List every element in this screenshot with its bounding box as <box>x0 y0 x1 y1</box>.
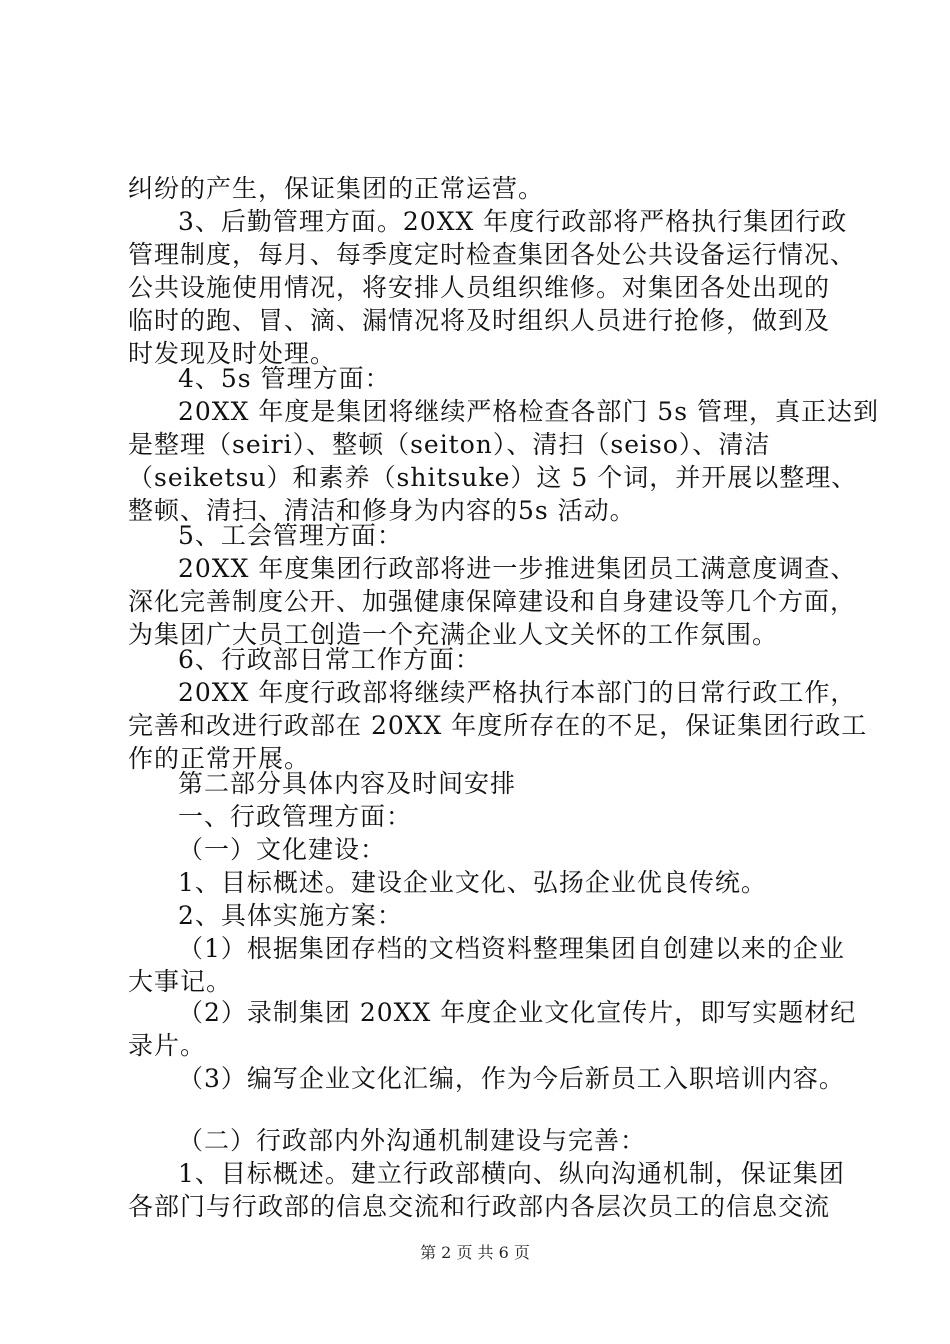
paragraph-line: 各部门与行政部的信息交流和行政部内各层次员工的信息交流 <box>128 1192 831 1221</box>
page-footer: 第 2 页 共 6 页 <box>420 1243 530 1262</box>
paragraph-line: 20XX 年度集团行政部将进一步推进集团员工满意度调查、 <box>178 554 857 583</box>
list-item-line: （1）根据集团存档的文档资料整理集团自创建以来的企业 <box>178 934 845 963</box>
paragraph-line: 1、目标概述。建设企业文化、弘扬企业优良传统。 <box>178 868 767 897</box>
section-heading: 6、行政部日常工作方面： <box>178 645 481 674</box>
paragraph-line: （seiketsu）和素养（shitsuke）这 5 个词，并开展以整理、 <box>128 463 858 492</box>
subsection-heading: （二）行政部内外沟通机制建设与完善： <box>178 1126 647 1155</box>
paragraph-line: 是整理（seiri）、整顿（seiton）、清扫（seiso）、清洁 <box>128 430 771 459</box>
list-item-line: （2）录制集团 20XX 年度企业文化宣传片，即写实题材纪 <box>178 998 857 1027</box>
paragraph-line: 临时的跑、冒、滴、漏情况将及时组织人员进行抢修，做到及 <box>128 306 831 335</box>
paragraph-line: 2、具体实施方案： <box>178 901 403 930</box>
section-heading: 4、5s 管理方面： <box>178 364 391 393</box>
list-item-line: 录片。 <box>128 1031 207 1060</box>
part-heading: 第二部分具体内容及时间安排 <box>178 769 517 798</box>
paragraph-line: 20XX 年度是集团将继续严格检查各部门 5s 管理，真正达到 <box>178 397 879 426</box>
paragraph-line: 管理制度，每月、每季度定时检查集团各处公共设备运行情况、 <box>128 240 857 269</box>
paragraph-line: 整顿、清扫、清洁和修身为内容的5s 活动。 <box>128 496 636 525</box>
section-heading: 一、行政管理方面： <box>178 802 413 831</box>
subsection-heading: （一）文化建设： <box>178 835 387 864</box>
paragraph-line: 作的正常开展。 <box>128 744 311 773</box>
paragraph-line: 为集团广大员工创造一个充满企业人文关怀的工作氛围。 <box>128 620 779 649</box>
section-heading: 5、工会管理方面： <box>178 521 403 550</box>
list-item-line: 大事记。 <box>128 967 233 996</box>
paragraph-line: 纠纷的产生，保证集团的正常运营。 <box>128 174 545 203</box>
paragraph-line: 20XX 年度行政部将继续严格执行本部门的日常行政工作， <box>178 678 857 707</box>
paragraph-line: 深化完善制度公开、加强健康保障建设和自身建设等几个方面， <box>128 587 857 616</box>
paragraph-line: 完善和改进行政部在 20XX 年度所存在的不足，保证集团行政工 <box>128 711 868 740</box>
paragraph-line: 3、后勤管理方面。20XX 年度行政部将严格执行集团行政 <box>178 207 848 236</box>
paragraph-line: 公共设施使用情况，将安排人员组织维修。对集团各处出现的 <box>128 273 831 302</box>
list-item-line: （3）编写企业文化汇编，作为今后新员工入职培训内容。 <box>178 1064 845 1093</box>
paragraph-line: 时发现及时处理。 <box>128 339 337 368</box>
paragraph-line: 1、目标概述。建立行政部横向、纵向沟通机制，保证集团 <box>178 1159 845 1188</box>
